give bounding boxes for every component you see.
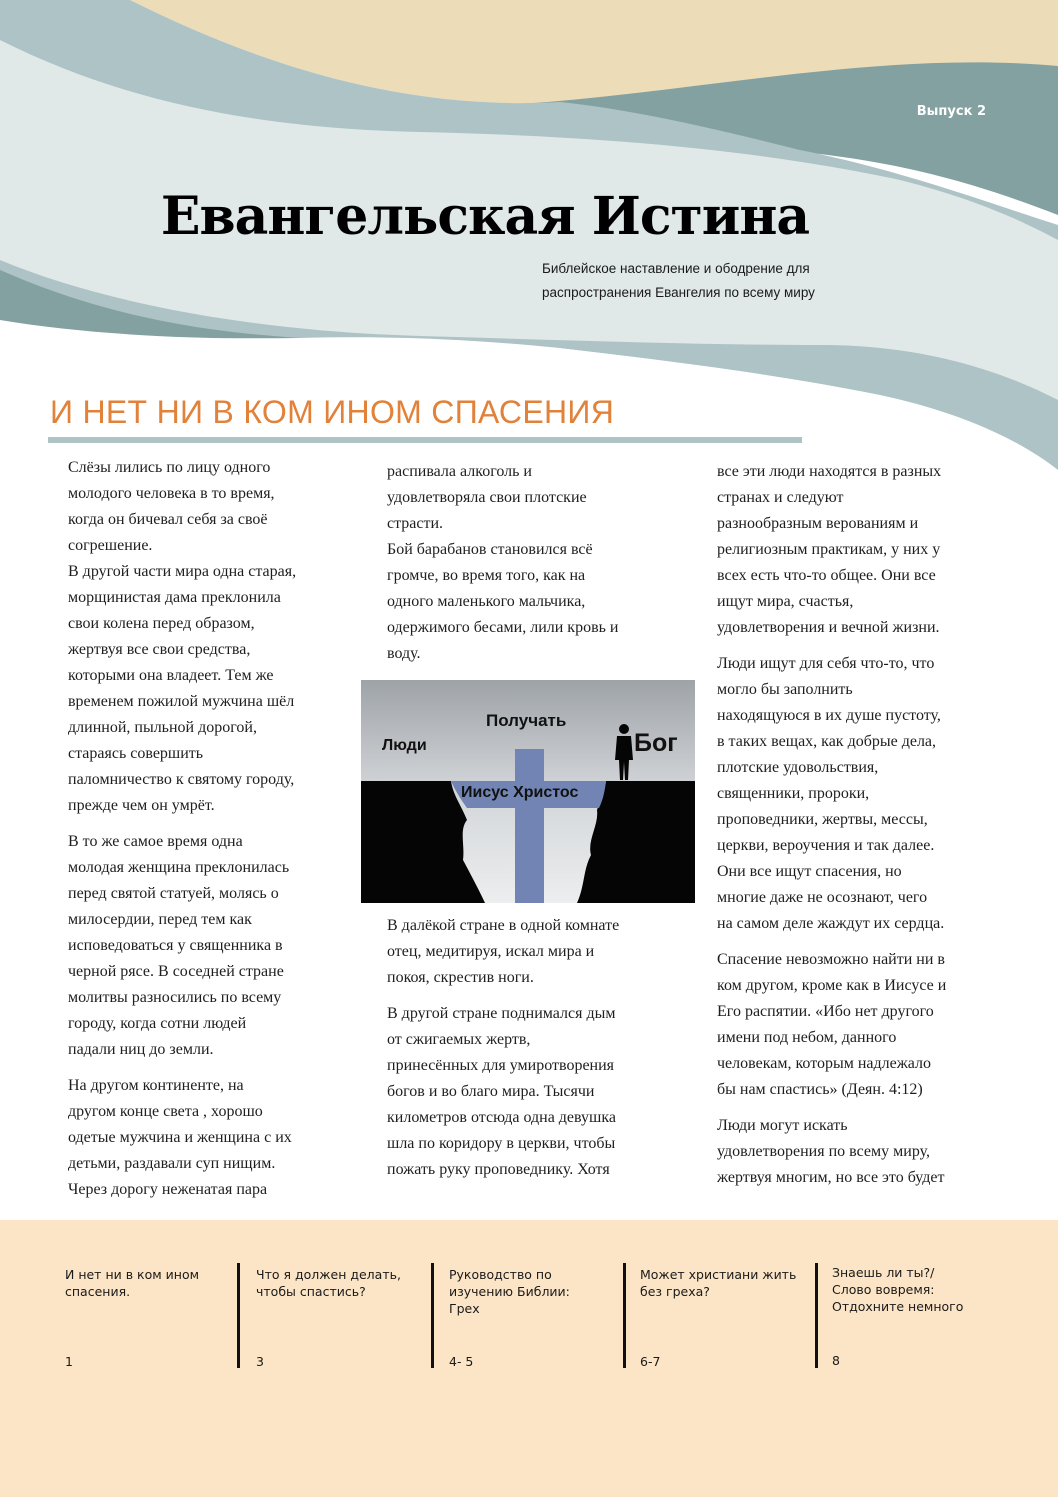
text-line: перед святой статуей, молясь о xyxy=(68,885,279,902)
toc-item-page: 8 xyxy=(832,1353,840,1368)
text-line: в таких вещах, как добрые дела, xyxy=(717,733,937,750)
text-line: которыми она владеет. Тем же xyxy=(68,667,274,684)
text-line: все эти люди находятся в разных xyxy=(717,463,942,480)
text-line: воду. xyxy=(387,645,421,662)
text-line: ком другом, кроме как в Иисусе и xyxy=(717,977,947,994)
text-line: Его распятии. «Ибо нет другого xyxy=(717,1003,934,1020)
newsletter-tagline xyxy=(542,257,862,305)
toc-item-page: 4- 5 xyxy=(449,1354,474,1369)
paragraph xyxy=(717,1113,1017,1191)
text-line: Через дорогу неженатая пара xyxy=(68,1181,268,1198)
toc-item-title: И нет ни в ком ином спасения. xyxy=(65,1267,200,1299)
text-line: Слёзы лились по лицу одного xyxy=(68,459,271,476)
paragraph xyxy=(717,651,1017,937)
text-line: Люди ищут для себя что-то, что xyxy=(717,655,935,672)
text-line: церкви, вероучения и так далее. xyxy=(717,837,935,854)
text-line: В другой части мира одна старая, xyxy=(68,563,297,580)
label-people: Люди xyxy=(382,737,427,754)
text-line: многие даже не осознают, чего xyxy=(717,889,928,906)
toc-item[interactable] xyxy=(256,1266,416,1369)
text-line: стараясь совершить xyxy=(68,745,204,762)
tagline-line: распространения Евангелия по всему миру xyxy=(542,285,815,300)
text-line: милосердии, перед тем как xyxy=(68,911,252,928)
text-line: молитвы разносились по всему xyxy=(68,989,282,1006)
toc-item-page: 3 xyxy=(256,1354,264,1369)
toc-item[interactable] xyxy=(832,1264,1012,1368)
paragraph xyxy=(68,1073,358,1203)
paragraph xyxy=(387,913,687,991)
text-line: удовлетворяла свои плотские xyxy=(387,489,587,506)
text-line: плотские удовольствия, xyxy=(717,759,879,776)
text-line: паломничество к святому городу, xyxy=(68,771,295,788)
text-line: Люди могут искать xyxy=(717,1117,848,1134)
toc-title-line: Отдохните немного xyxy=(832,1299,964,1314)
text-line: исповедоваться у священника в xyxy=(68,937,283,954)
toc-item-title: Может христиани жить без греха? xyxy=(640,1267,797,1299)
label-jesus-christ: Иисус Христос xyxy=(461,784,579,801)
text-line: удовлетворения и вечной жизни. xyxy=(717,619,940,636)
text-line: свои колена перед образом, xyxy=(68,615,255,632)
text-line: религиозным практикам, у них у xyxy=(717,541,941,558)
text-line: шла по коридору в церкви, чтобы xyxy=(387,1135,616,1152)
label-god: Бог xyxy=(634,729,678,757)
paragraph xyxy=(717,459,1017,641)
cross-vertical xyxy=(515,749,544,903)
text-line: На другом континенте, на xyxy=(68,1077,244,1094)
text-line: всех есть что-то общее. Они все xyxy=(717,567,936,584)
text-line: жертвуя многим, но все это будет xyxy=(717,1169,945,1186)
text-line: согрешение. xyxy=(68,537,153,554)
text-line: удовлетворения по всему миру, xyxy=(717,1143,931,1160)
text-line: молодого человека в то время, xyxy=(68,485,275,502)
text-line: одетые мужчина и женщина с их xyxy=(68,1129,292,1146)
text-line: другом конце света , хорошо xyxy=(68,1103,263,1120)
article-column-2-continued xyxy=(387,913,687,1183)
text-line: бы нам спастись» (Деян. 4:12) xyxy=(717,1081,923,1098)
text-line: прежде чем он умрёт. xyxy=(68,797,215,814)
toc-item[interactable] xyxy=(65,1266,235,1369)
paragraph xyxy=(68,829,358,1063)
tagline-line: Библейское наставление и ободрение для xyxy=(542,261,810,276)
issue-number: Выпуск 2 xyxy=(916,104,986,119)
label-receive: Получать xyxy=(486,711,567,730)
article-column-2 xyxy=(387,459,687,667)
text-line: Они все ищут спасения, но xyxy=(717,863,902,880)
text-line: длинной, пыльной дорогой, xyxy=(68,719,257,736)
text-line: отец, медитируя, искал мира и xyxy=(387,943,595,960)
toc-item-title: Руководство по изучению Библии: Грех xyxy=(449,1267,570,1316)
text-line: ищут мира, счастья, xyxy=(717,593,854,610)
article-column-3 xyxy=(717,459,1017,1191)
text-line: километров отсюда одна девушка xyxy=(387,1109,616,1126)
text-line: имени под небом, данного xyxy=(717,1029,897,1046)
paragraph xyxy=(387,1001,687,1183)
text-line: временем пожилой мужчина шёл xyxy=(68,693,295,710)
toc-item[interactable] xyxy=(449,1266,579,1369)
toc-divider xyxy=(431,1263,434,1368)
toc-item-page: 6-7 xyxy=(640,1354,661,1369)
toc-title-line: Слово вовремя: xyxy=(832,1282,935,1297)
text-line: покоя, скрестив ноги. xyxy=(387,969,534,986)
text-line: В далёкой стране в одной комнате xyxy=(387,917,620,934)
text-line: богов и во благо мира. Тысячи xyxy=(387,1083,595,1100)
toc-divider xyxy=(237,1263,240,1368)
text-line: могло бы заполнить xyxy=(717,681,853,698)
toc-item[interactable] xyxy=(640,1266,805,1369)
text-line: принесённых для умиротворения xyxy=(387,1057,615,1074)
text-line: Бой барабанов становился всё xyxy=(387,541,593,558)
text-line: священники, пророки, xyxy=(717,785,870,802)
text-line: распивала алкоголь и xyxy=(387,463,532,480)
text-line: разнообразным верованиям и xyxy=(717,515,919,532)
text-line: человекам, которым надлежало xyxy=(717,1055,932,1072)
text-line: молодая женщина преклонилась xyxy=(68,859,290,876)
toc-item-page: 1 xyxy=(65,1354,73,1369)
text-line: когда он бичевал себя за своё xyxy=(68,511,268,528)
text-line: находящуюся в их душе пустоту, xyxy=(717,707,941,724)
text-line: одержимого бесами, лили кровь и xyxy=(387,619,619,636)
paragraph xyxy=(717,947,1017,1103)
text-line: страсти. xyxy=(387,515,444,532)
paragraph xyxy=(68,455,358,819)
text-line: от сжигаемых жертв, xyxy=(387,1031,531,1048)
text-line: громче, во время того, как на xyxy=(387,567,586,584)
title-underline xyxy=(48,437,802,443)
toc-item-title xyxy=(832,1264,1012,1315)
text-line: В то же самое время одна xyxy=(68,833,243,850)
text-line: черной рясе. В соседней стране xyxy=(68,963,284,980)
text-line: морщинистая дама преклонила xyxy=(68,589,281,606)
text-line: одного маленького мальчика, xyxy=(387,593,586,610)
newsletter-title: Евангельская Истина xyxy=(160,186,810,247)
toc-title-line: Знаешь ли ты?/ xyxy=(832,1265,935,1280)
text-line: Спасение невозможно найти ни в xyxy=(717,951,945,968)
text-line: на самом деле жаждут их сердца. xyxy=(717,915,945,932)
text-line: пожать руку проповеднику. Хотя xyxy=(387,1161,610,1178)
text-line: детьми, раздавали суп нищим. xyxy=(68,1155,276,1172)
paragraph xyxy=(387,459,687,667)
toc-divider xyxy=(815,1263,818,1368)
article-column-1 xyxy=(68,455,358,1203)
text-line: странах и следуют xyxy=(717,489,844,506)
salvation-bridge-diagram xyxy=(361,680,695,903)
toc-divider xyxy=(623,1263,626,1368)
article-title: И НЕТ НИ В КОМ ИНОМ СПАСЕНИЯ xyxy=(50,394,615,430)
toc-item-title: Что я должен делать, чтобы спастись? xyxy=(256,1267,401,1299)
text-line: В другой стране поднимался дым xyxy=(387,1005,616,1022)
text-line: городу, когда сотни людей xyxy=(68,1015,247,1032)
text-line: жертвуя все свои средства, xyxy=(68,641,251,658)
text-line: проповедники, жертвы, мессы, xyxy=(717,811,928,828)
text-line: падали ниц до земли. xyxy=(68,1041,214,1058)
